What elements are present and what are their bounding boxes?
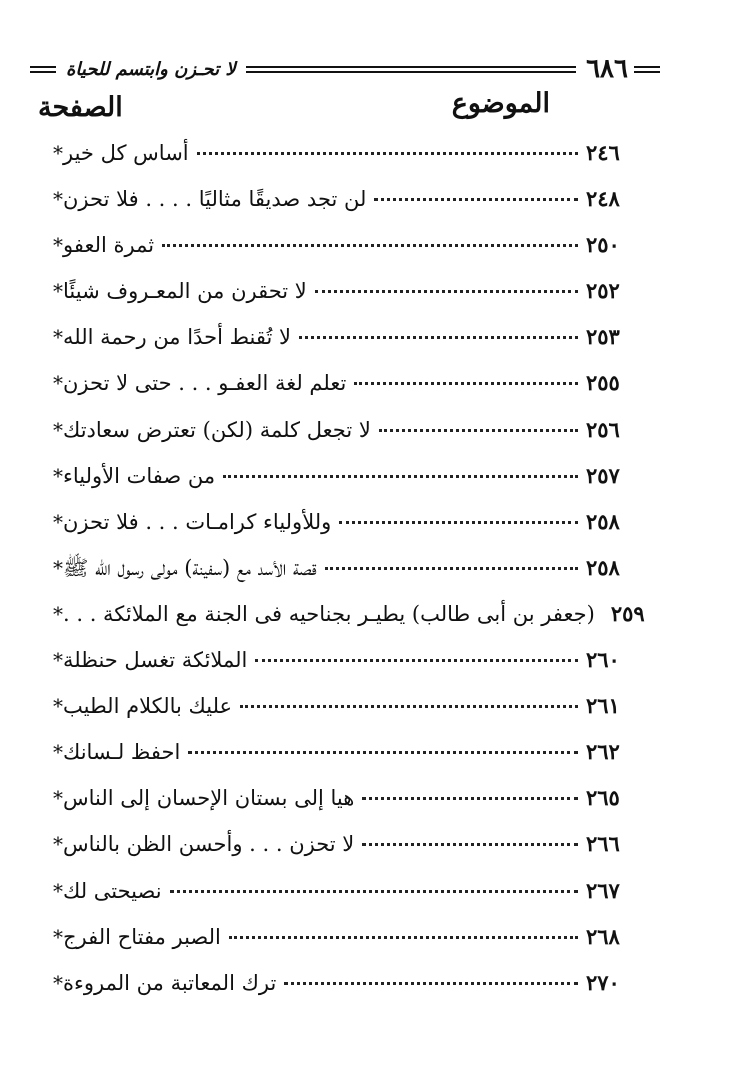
toc-entry [45,647,630,693]
toc-entry-title: ثمرة العفو [63,233,155,258]
bullet-star-icon: * [53,371,63,396]
dot-leader [240,705,578,708]
table-of-contents [45,140,645,1016]
bullet-star-icon: * [53,832,63,857]
toc-entry [45,555,630,601]
toc-entry-page: ٢٦٧ [586,877,620,903]
dot-leader [188,751,578,754]
toc-entry [45,232,630,278]
toc-entry-page: ٢٥٩ [610,600,645,626]
bullet-star-icon: * [53,970,63,995]
toc-entry [45,924,630,970]
dot-leader [379,429,578,432]
toc-entry-page: ٢٦٠ [586,647,620,673]
toc-entry [45,785,630,831]
toc-entry-title: تعلم لغة العفـو . . . حتى لا تحزن [63,371,347,396]
bullet-star-icon: * [53,555,63,580]
toc-entry-page: ٢٤٨ [586,186,620,212]
toc-entry-title: من صفات الأولياء [63,463,216,488]
toc-entry-title: الملائكة تغسل حنظلة [63,648,248,673]
toc-entry-title: لا تحزن . . . وأحسن الظن بالناس [63,832,355,857]
bullet-star-icon: * [53,233,63,258]
dot-leader [284,982,578,985]
bullet-star-icon: * [53,187,63,212]
toc-entry-title: لن تجد صديقًا مثاليًا . . . . فلا تحزن [63,187,367,212]
header-rule-middle [246,66,576,73]
bullet-star-icon: * [53,924,63,949]
toc-entry [45,370,630,416]
bullet-star-icon: * [53,648,63,673]
toc-entry-title: عليك بالكلام الطيب [63,694,233,719]
toc-entry [45,831,630,877]
bullet-star-icon: * [53,694,63,719]
dot-leader [362,797,578,800]
toc-entry-page: ٢٥٠ [586,232,620,258]
toc-entry-title: الصبر مفتاح الفرج [63,924,221,949]
bullet-star-icon: * [53,740,63,765]
dot-leader [255,659,578,662]
toc-entry [45,970,630,1016]
header-rule-left [30,66,56,73]
toc-entry-title: هيا إلى بستان الإحسان إلى الناس [63,786,355,811]
dot-leader [223,475,578,478]
toc-entry-page: ٢٦٢ [586,739,620,765]
dot-leader [362,843,578,846]
toc-entry-title: (جعفر بن أبى طالب) يطيـر بجناحيه فى الجنة مع الملائكة . . . [63,601,595,626]
toc-entry [45,417,630,463]
bullet-star-icon: * [53,141,63,165]
toc-entry-page: ٢٥٦ [586,416,620,442]
toc-entry [45,140,630,186]
toc-entry-title: احفظ لـسانك [63,740,181,765]
toc-entry-title: لا تُقنط أحدًا من رحمة الله [63,325,291,350]
toc-entry [45,509,630,555]
bullet-star-icon: * [53,463,63,488]
column-header-topic: الموضوع [451,88,550,119]
toc-entry [45,693,630,739]
dot-leader [374,198,578,201]
dot-leader [299,336,578,339]
bullet-star-icon: * [53,279,63,304]
header-rule-right [634,66,660,73]
dot-leader [197,152,578,155]
bullet-star-icon: * [53,878,63,903]
bullet-star-icon: * [53,325,63,350]
toc-entry [45,739,630,785]
dot-leader [339,521,578,524]
toc-entry-page: ٢٥٥ [586,370,620,396]
toc-entry-title: ترك المعاتبة من المروءة [63,970,277,995]
toc-entry-page: ٢٥٧ [586,462,620,488]
toc-entry-page: ٢٥٢ [586,278,620,304]
toc-entry-page: ٢٥٨ [586,554,620,580]
dot-leader [229,936,578,939]
bullet-star-icon: * [53,509,63,534]
dot-leader [170,890,578,893]
book-title: لا تحـزن وابتسم للحياة [66,58,236,80]
dot-leader [315,290,578,293]
column-header-page: الصفحة [38,92,123,123]
toc-entry-page: ٢٦١ [586,693,620,719]
toc-entry [45,463,630,509]
bullet-star-icon: * [53,601,63,626]
toc-entry-title: وللأولياء كرامـات . . . فلا تحزن [63,509,332,534]
dot-leader [162,244,578,247]
toc-entry-page: ٢٦٦ [586,831,620,857]
toc-entry [45,186,630,232]
toc-entry-title: أساس كل خير [63,141,189,165]
page-number: ٦٨٦ [586,54,628,84]
dot-leader [325,567,578,570]
toc-entry-page: ٢٧٠ [586,969,620,995]
bullet-star-icon: * [53,786,63,811]
toc-entry-page: ٢٤٦ [586,140,620,165]
toc-entry [45,878,630,924]
toc-entry-page: ٢٥٣ [586,324,620,350]
toc-entry [45,278,630,324]
toc-entry-title: نصيحتى لك [63,878,162,903]
toc-entry-page: ٢٥٨ [586,508,620,534]
bullet-star-icon: * [53,417,63,442]
toc-entry-page: ٢٦٨ [586,923,620,949]
toc-entry [45,324,630,370]
toc-entry [45,600,645,647]
toc-entry-title: لا تحقرن من المعـروف شيئًا [63,279,307,304]
toc-entry-title: قصة الأسد مع (سفينة) مولى رسول الله ﷺ [63,555,317,580]
dot-leader [354,382,578,385]
running-header [30,52,660,86]
toc-entry-page: ٢٦٥ [586,785,620,811]
toc-entry-title: لا تجعل كلمة (لكن) تعترض سعادتك [63,417,371,442]
